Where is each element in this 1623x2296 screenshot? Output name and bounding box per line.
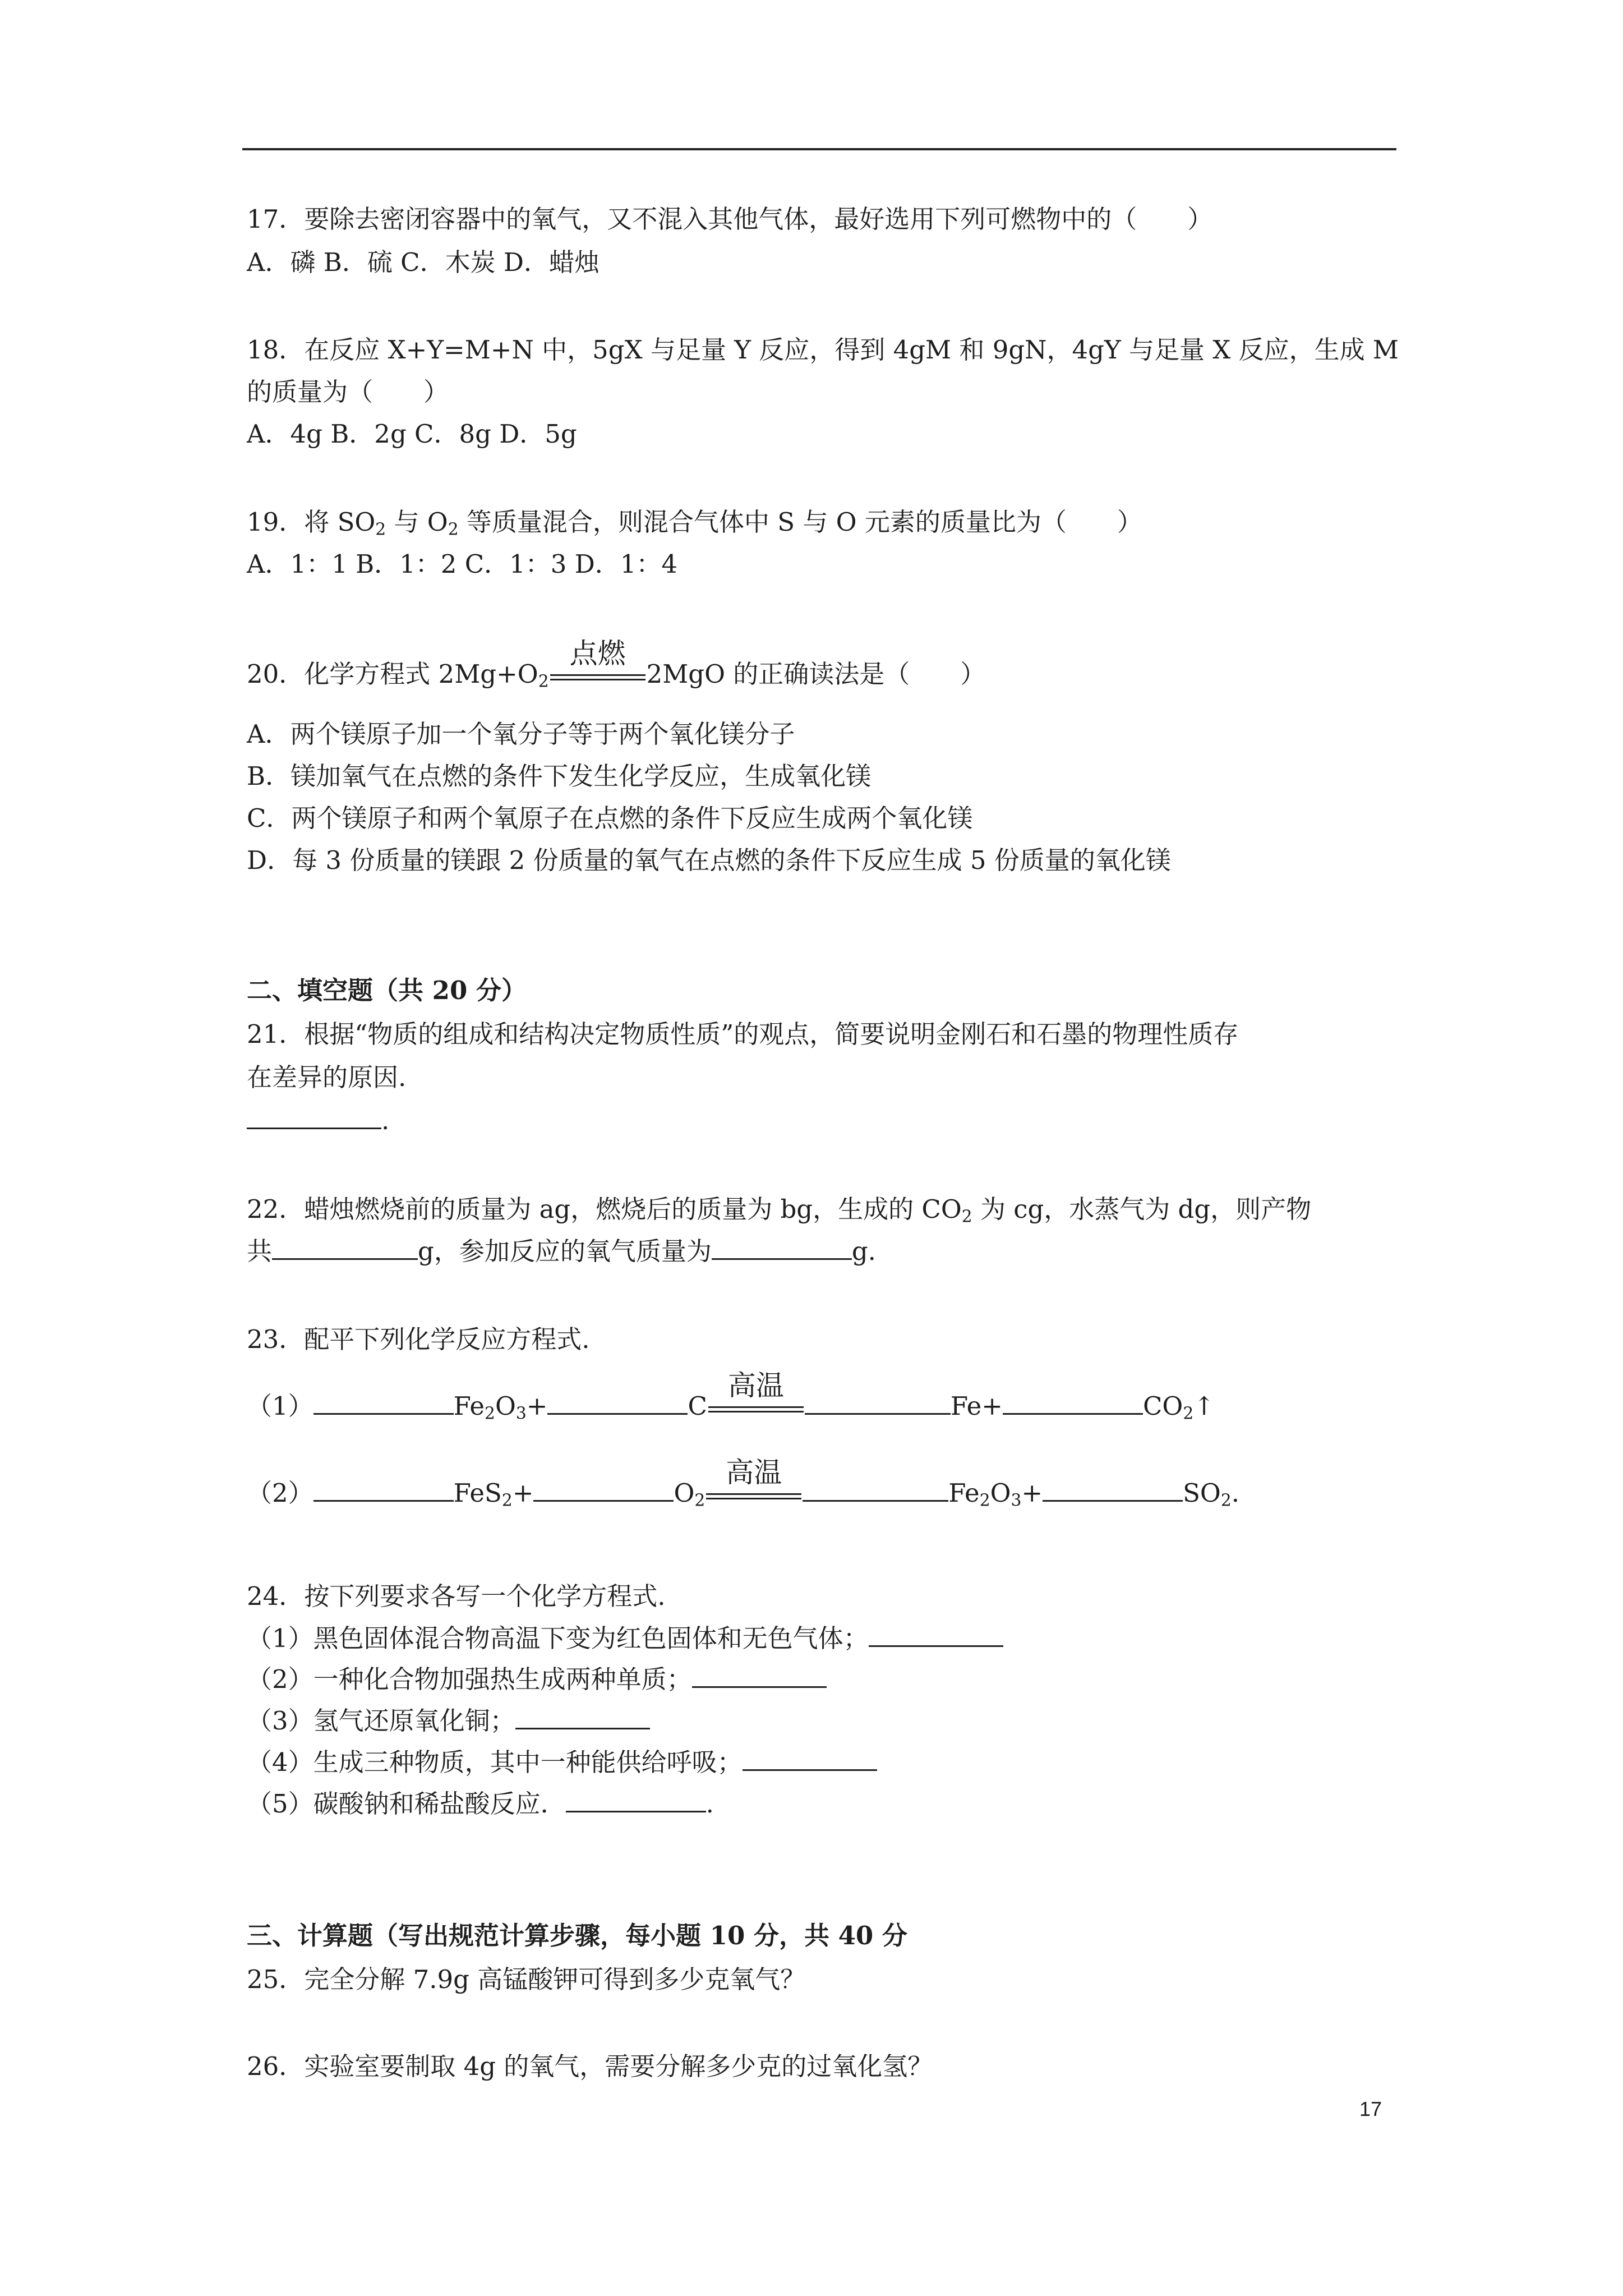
equation-2-sub: 3 <box>1011 1490 1022 1511</box>
question-20 <box>247 637 986 692</box>
equation-1-sub: 3 <box>515 1404 527 1424</box>
answer-blank[interactable] <box>803 1480 948 1502</box>
equation-2-term: Fe <box>948 1478 980 1508</box>
question-24-item-text: （2）一种化合物加强热生成两种单质； <box>247 1664 692 1694</box>
equation-2-end: . <box>1231 1478 1240 1508</box>
question-24-item-2 <box>247 1665 827 1694</box>
question-22-text-c: 共 <box>247 1236 273 1266</box>
equation-2-term: O <box>990 1478 1011 1508</box>
question-24-item-3 <box>247 1706 650 1736</box>
equation-1-term: C <box>688 1391 707 1421</box>
reaction-condition <box>708 1369 804 1415</box>
equation-1-term: O <box>495 1391 516 1421</box>
question-23-stem: 23．配平下列化学反应方程式. <box>247 1324 590 1354</box>
equation-2-sub: 2 <box>1220 1490 1232 1511</box>
question-19-sub-1: 2 <box>375 519 386 540</box>
question-18-options: A．4g B．2g C．8g D．5g <box>247 419 577 449</box>
question-24-item-1 <box>247 1624 1003 1653</box>
section-3-heading: 三、计算题（写出规范计算步骤，每小题 10 分，共 40 分 <box>247 1921 907 1950</box>
reaction-condition <box>706 1456 801 1502</box>
question-22-line1 <box>247 1194 1312 1227</box>
question-21-line1: 21．根据“物质的组成和结构决定物质性质”的观点，简要说明金刚石和石墨的物理性质存 <box>247 1019 1239 1049</box>
question-22-sub: 2 <box>961 1207 972 1227</box>
answer-blank[interactable] <box>1003 1393 1143 1415</box>
question-20-text-b: 2MgO 的正确读法是（ <box>646 659 910 689</box>
equation-2-term: O <box>674 1478 695 1508</box>
answer-blank[interactable] <box>272 1238 418 1260</box>
question-21-answer <box>247 1106 389 1135</box>
question-18-stem: 18．在反应 X+Y=M+N 中，5gX 与足量 Y 反应，得到 4gM 和 9gN，4gY 与足量 X 反应，生成 M <box>247 335 1399 365</box>
question-18-stem-line2: 的质量为（ <box>247 377 374 407</box>
equation-2-plus: + <box>1021 1478 1043 1508</box>
question-21-end: . <box>381 1106 390 1135</box>
reaction-condition-label: 高温 <box>726 1456 782 1489</box>
question-20-paren-close: ） <box>960 659 986 689</box>
question-21-line2: 在差异的原因. <box>247 1062 407 1092</box>
answer-blank[interactable] <box>533 1480 674 1502</box>
question-20-option-a: A．两个镁原子加一个氧分子等于两个氧化镁分子 <box>247 719 795 749</box>
equation-1-term: CO <box>1143 1391 1183 1421</box>
equation-1-sub: 2 <box>1183 1404 1194 1424</box>
question-19-sub-2: 2 <box>448 519 459 540</box>
answer-blank[interactable] <box>692 1666 827 1688</box>
question-17-options: A．磷 B．硫 C．木炭 D．蜡烛 <box>247 247 600 277</box>
equation-2-term: SO <box>1183 1478 1221 1508</box>
question-24-item-text: （5）碳酸钠和稀盐酸反应． <box>247 1789 566 1819</box>
header-rule <box>242 148 1396 150</box>
question-24-item-text: （1）黑色固体混合物高温下变为红色固体和无色气体； <box>247 1623 869 1653</box>
equation-2-label: （2） <box>247 1478 313 1508</box>
question-17 <box>247 205 1212 234</box>
question-20-option-d: D．每 3 份质量的镁跟 2 份质量的氧气在点燃的条件下反应生成 5 份质量的氧化镁 <box>247 845 1171 875</box>
question-20-option-b: B．镁加氧气在点燃的条件下发生化学反应，生成氧化镁 <box>247 761 872 791</box>
equation-1-label: （1） <box>247 1391 313 1421</box>
question-19-options: A．1：1 B．1：2 C．1：3 D．1：4 <box>247 549 678 579</box>
equation-1-plus: + <box>526 1391 548 1421</box>
equation-2-sub: 2 <box>979 1490 990 1511</box>
answer-blank[interactable] <box>805 1393 951 1415</box>
equation-2-term: FeS <box>453 1478 502 1508</box>
question-24-item-5 <box>247 1789 714 1819</box>
equation-1-term: Fe+ <box>950 1391 1003 1421</box>
question-24-item-text: （3）氢气还原氧化铜； <box>247 1706 515 1736</box>
question-22-text-a: 22．蜡烛燃烧前的质量为 ag，燃烧后的质量为 bg，生成的 CO <box>247 1194 962 1224</box>
question-20-sub: 2 <box>538 671 549 692</box>
reaction-condition-label: 点燃 <box>569 637 626 670</box>
question-26: 26．实验室要制取 4g 的氧气，需要分解多少克的过氧化氢？ <box>247 2051 933 2081</box>
question-22-line2 <box>247 1237 876 1266</box>
question-22-text-e: g. <box>851 1236 876 1266</box>
question-20-option-c: C．两个镁原子和两个氧原子在点燃的条件下反应生成两个氧化镁 <box>247 803 973 833</box>
question-24-item-4 <box>247 1748 877 1777</box>
question-25: 25．完全分解 7.9g 高锰酸钾可得到多少克氧气？ <box>247 1964 806 1994</box>
gas-arrow-icon: ↑ <box>1193 1391 1215 1421</box>
answer-blank[interactable] <box>712 1238 852 1260</box>
answer-blank[interactable] <box>247 1107 381 1129</box>
answer-blank[interactable] <box>743 1749 877 1771</box>
section-2-heading: 二、填空题（共 20 分） <box>247 976 527 1005</box>
equation-1 <box>247 1369 1215 1424</box>
question-19 <box>247 507 1142 540</box>
equation-2-sub: 2 <box>694 1490 706 1511</box>
question-20-text-a: 20．化学方程式 2Mg+O <box>247 659 538 689</box>
answer-blank[interactable] <box>313 1480 454 1502</box>
answer-blank[interactable] <box>515 1708 650 1729</box>
question-17-paren-close: ） <box>1187 204 1213 234</box>
equation-2-plus: + <box>512 1478 534 1508</box>
equation-2 <box>247 1456 1240 1511</box>
page-number: 17 <box>1359 2097 1382 2120</box>
question-19-paren-close: ） <box>1117 507 1142 537</box>
equation-2-sub: 2 <box>501 1490 513 1511</box>
question-22-text-b: 为 cg，水蒸气为 dg，则产物 <box>972 1194 1312 1224</box>
answer-blank[interactable] <box>313 1393 454 1415</box>
question-18-paren-close: ） <box>423 377 449 407</box>
reaction-condition <box>550 637 645 683</box>
question-24-item-text: （4）生成三种物质，其中一种能供给呼吸； <box>247 1747 743 1777</box>
question-19-text-b: 与 O <box>386 507 448 537</box>
answer-blank[interactable] <box>547 1393 688 1415</box>
equation-1-sub: 2 <box>485 1404 495 1424</box>
question-24-end: . <box>706 1789 714 1819</box>
question-19-text-c: 等质量混合，则混合气体中 S 与 O 元素的质量比为（ <box>458 507 1067 537</box>
question-17-stem: 17．要除去密闭容器中的氧气，又不混入其他气体，最好选用下列可燃物中的（ <box>247 204 1137 234</box>
answer-blank[interactable] <box>566 1791 706 1812</box>
question-19-text-a: 19．将 SO <box>247 507 376 537</box>
question-18-stem-cont <box>247 378 449 407</box>
answer-blank[interactable] <box>1043 1480 1183 1502</box>
answer-blank[interactable] <box>869 1625 1003 1647</box>
equation-1-term: Fe <box>453 1391 485 1421</box>
question-22-text-d: g，参加反应的氧气质量为 <box>418 1236 712 1266</box>
reaction-condition-label: 高温 <box>727 1369 784 1402</box>
question-24-stem: 24．按下列要求各写一个化学方程式. <box>247 1581 666 1611</box>
